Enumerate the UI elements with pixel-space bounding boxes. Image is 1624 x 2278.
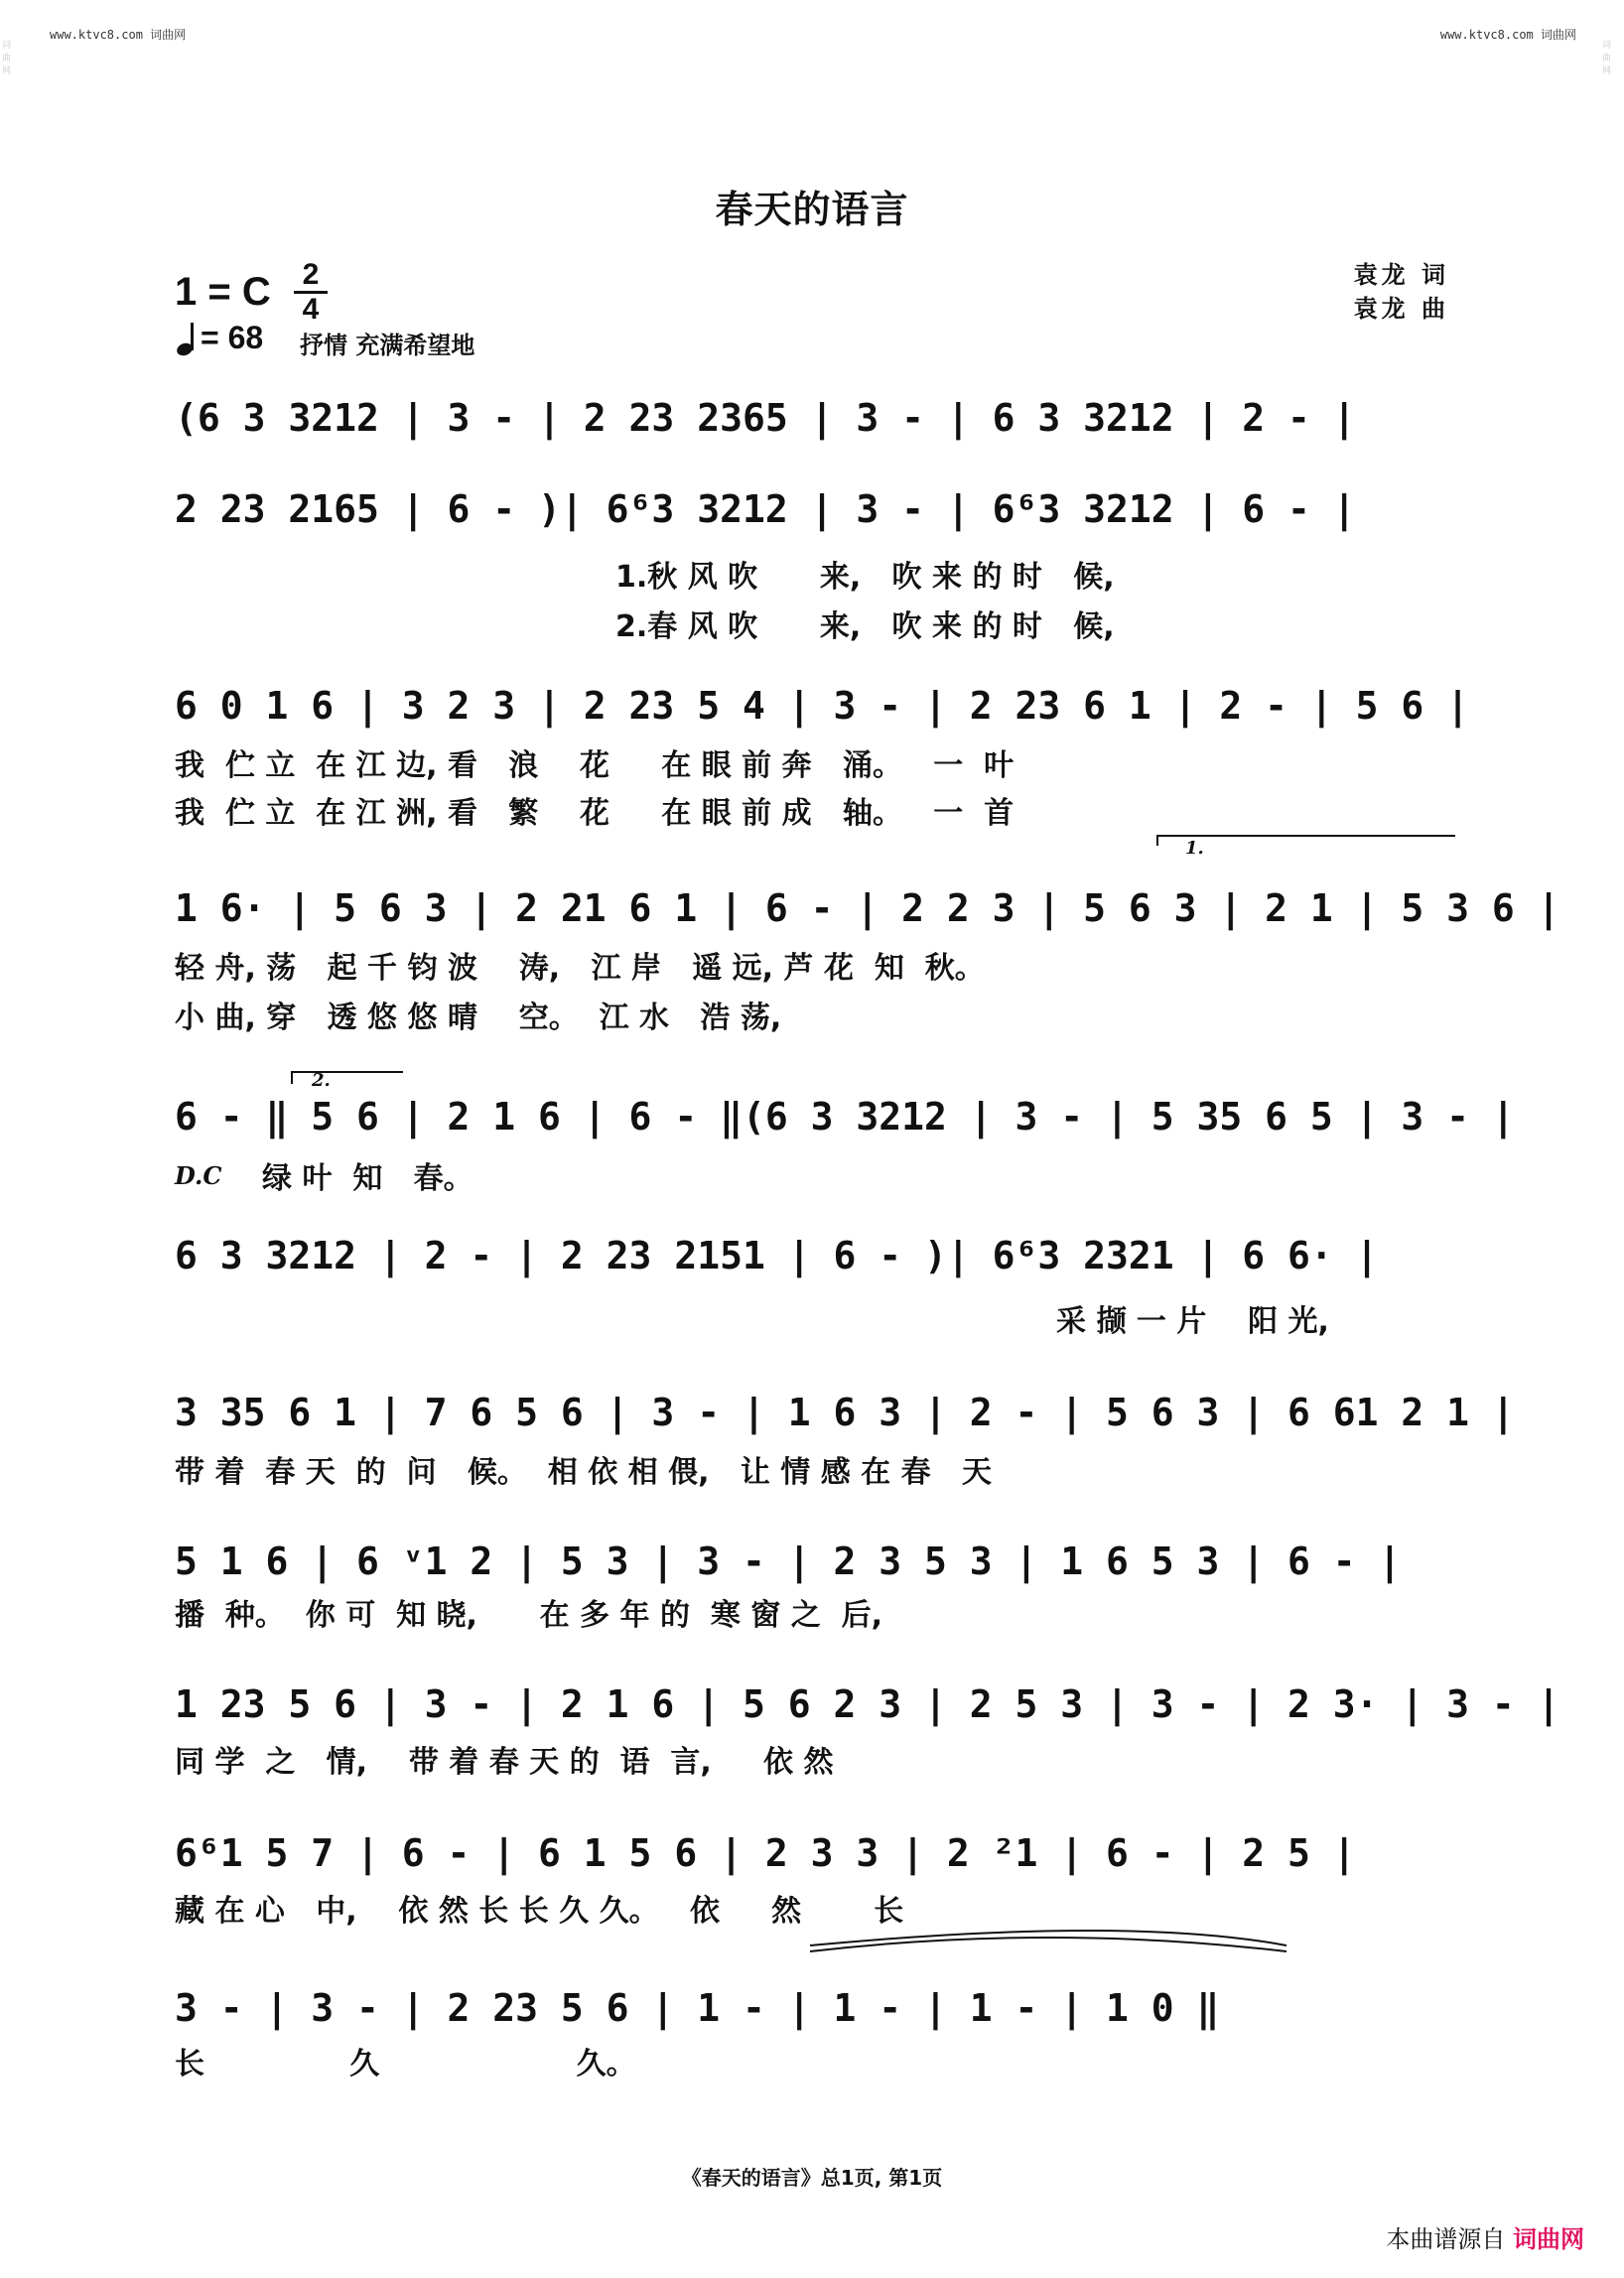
meter-top: 2 <box>302 258 320 291</box>
lyric-line: 采 撷 一 片 阳 光, <box>1056 1304 1329 1339</box>
score-row <box>175 1539 1455 1584</box>
song-title: 春天的语言 <box>715 188 909 231</box>
side-watermark-left: 词 曲 网 <box>2 41 12 76</box>
site-label-right: www.ktvc8.com 词曲网 <box>1439 28 1576 42</box>
score-row-notes: 5 1 6 | 6 ᵛ1 2 | 5 3 | 3 - | 2 3 5 3 | 1 6 5 3 | 6 - | <box>175 1540 1402 1583</box>
lyric-line: 我 伫 立 在 江 洲, 看 繁 花 在 眼 前 成 轴。 一 首 <box>175 796 1015 831</box>
lyric-line: 播 种。 你 可 知 晓, 在 多 年 的 寒 窗 之 后, <box>175 1598 883 1633</box>
score-row <box>175 1233 1455 1278</box>
lyric-line: 1.秋 风 吹 来, 吹 来 的 时 候, <box>615 560 1115 595</box>
lyric-line: 2.春 风 吹 来, 吹 来 的 时 候, <box>615 609 1115 644</box>
lyric-line: 绿 叶 知 春。 <box>262 1161 474 1196</box>
score-row <box>175 395 1455 441</box>
score-row <box>175 683 1470 729</box>
lyric-line: 藏 在 心 中, 依 然 长 长 久 久。 依 然 长 <box>175 1894 904 1929</box>
score-row <box>175 838 1560 931</box>
lyric-line: 同 学 之 情, 带 着 春 天 的 语 言, 依 然 <box>175 1745 834 1780</box>
source-brand-link[interactable]: 词曲网 <box>1513 2225 1584 2253</box>
score-row-notes: 1 23 5 6 | 3 - | 2 1 6 | 5 6 2 3 | 2 5 3 | 3 - | 2 3· | 3 - | <box>175 1682 1560 1726</box>
source-credit <box>1386 2219 1584 2254</box>
score-row-notes: 3 - | 3 - | 2 23 5 6 | 1 - | 1 - | 1 - | 1 0 ‖ <box>175 1986 1220 2030</box>
meter-bottom: 4 <box>302 293 320 326</box>
lyric-line: 长 久 久。 <box>175 2047 636 2081</box>
volta-2-label: 2. <box>312 1070 331 1091</box>
score-row <box>175 1681 1560 1727</box>
score-row <box>175 486 1455 532</box>
dc-marker: D.C <box>175 1161 222 1190</box>
lyric-line: 我 伫 立 在 江 边, 看 浪 花 在 眼 前 奔 涌。 一 叶 <box>175 748 1015 783</box>
score-row-notes: 3 35 6 1 | 7 6 5 6 | 3 - | 1 6 3 | 2 - | 5 6 3 | 6 61 2 1 | <box>175 1391 1515 1434</box>
volta-1-label: 1. <box>1185 838 1204 859</box>
score-row-notes: 2 23 2165 | 6 - )| 6⁶3 3212 | 3 - | 6⁶3 3212 | 6 - | <box>175 487 1356 531</box>
score-row-notes: 6 - ‖ 5 6 | 2 1 6 | 6 - ‖(6 3 3212 | 3 - | 5 35 6 5 | 3 - | <box>175 1095 1515 1139</box>
expression-marking: 抒情 充满希望地 <box>300 332 475 359</box>
score-row-notes: 6 0 1 6 | 3 2 3 | 2 23 5 4 | 3 - | 2 23 6 1 | 2 - | 5 6 | <box>175 684 1470 728</box>
time-signature <box>294 260 328 325</box>
score-row-notes: (6 3 3212 | 3 - | 2 23 2365 | 3 - | 6 3 3212 | 2 - | <box>175 396 1356 440</box>
composer: 袁龙 曲 <box>1353 295 1449 323</box>
tempo-value: = 68 <box>201 320 264 355</box>
lyric-line: 轻 舟, 荡 起 千 钧 波 涛, 江 岸 遥 远, 芦 花 知 秋。 <box>175 951 985 986</box>
quarter-note-icon <box>175 321 197 356</box>
page-footer: 《春天的语言》总1页, 第1页 <box>681 2166 943 2190</box>
credits <box>1354 258 1449 326</box>
score-row-notes: 6⁶1 5 7 | 6 - | 6 1 5 6 | 2 3 3 | 2 ²1 | 6 - | 2 5 | <box>175 1831 1356 1875</box>
lyric-line: 带 着 春 天 的 问 候。 相 依 相 偎, 让 情 感 在 春 天 <box>175 1455 992 1490</box>
site-label-left: www.ktvc8.com 词曲网 <box>50 28 187 42</box>
side-watermark-right: 词 曲 网 <box>1602 41 1612 76</box>
score-row-notes: 6 3 3212 | 2 - | 2 23 2151 | 6 - )| 6⁶3 2321 | 6 6· | <box>175 1234 1379 1277</box>
lyricist: 袁龙 词 <box>1353 261 1449 289</box>
source-prefix: 本曲谱源自 <box>1386 2225 1506 2253</box>
score-row <box>175 1070 1515 1139</box>
score-row <box>175 1830 1455 1876</box>
key-signature: 1 = C <box>175 270 271 314</box>
score-row-notes: 1 6· | 5 6 3 | 2 21 6 1 | 6 - | 2 2 3 | 5 6 3 | 2 1 | 5 3 6 | <box>175 886 1560 930</box>
score-row <box>175 1985 1455 2031</box>
tempo-marking <box>175 320 263 356</box>
lyric-line: 小 曲, 穿 透 悠 悠 晴 空。 江 水 浩 荡, <box>175 1001 782 1035</box>
score-row <box>175 1390 1515 1435</box>
